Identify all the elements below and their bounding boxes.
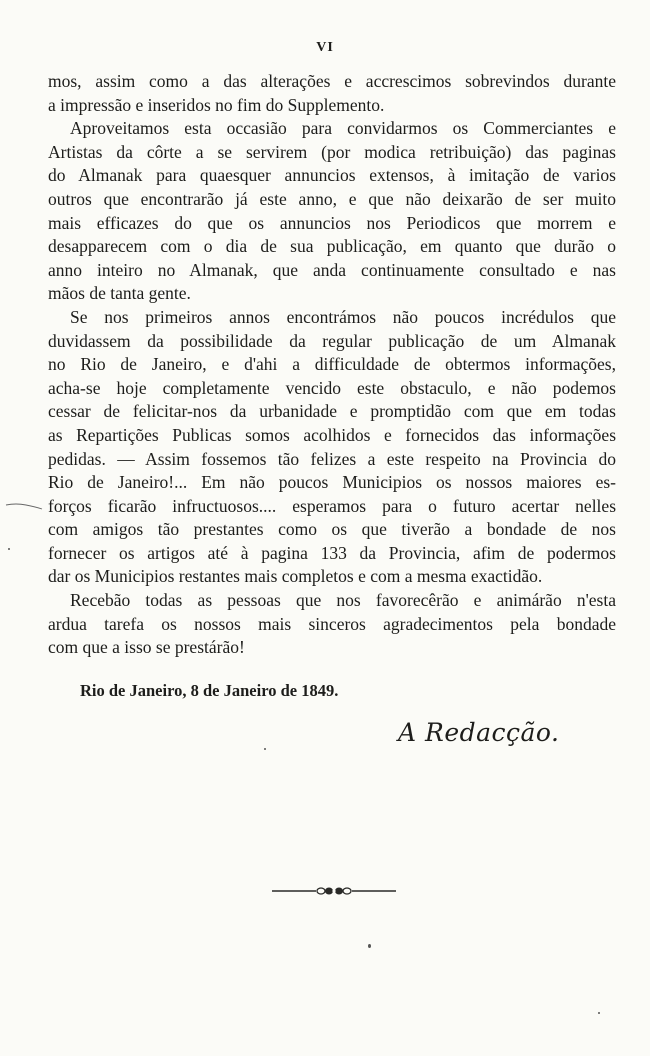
paper-speck [264,748,266,750]
ornament-divider [272,884,396,898]
margin-pencil-mark [4,497,44,513]
text-line: Aproveitamos esta occasião para convidarmos os Commerciantes e [70,118,616,139]
paper-speck [368,944,371,948]
text-line: pedidas. — Assim fossemos tão felizes a este respeito na Provincia do [48,448,616,469]
text-line: as Repartições Publicas somos acolhidos e fornecidos das informações [48,424,616,445]
text-line: mãos de tanta gente. [48,283,191,304]
text-line: Artistas da côrte a se servirem (por modica retribuição) das paginas [48,141,616,162]
page-number: VI [316,40,334,55]
paragraph-continuation [48,70,616,117]
text-line: desapparecem com o dia de sua publicação, em quanto que durão o [48,236,616,257]
text-line: outros que encontrarão já este anno, e que não deixarão de ser muito [48,188,616,209]
paper-speck [598,1012,600,1014]
text-line: anno inteiro no Almanak, que anda continuamente consultado e nas [48,259,616,280]
paragraph-advertising-invitation [48,117,616,306]
text-line: forços ficarão infructuosos.... esperamos para o futuro acertar nelles [48,495,616,516]
text-line: ardua tarefa os nossos mais sinceros agradecimentos pela bondade [48,613,616,634]
text-line: com amigos tão prestantes como os que tiverão a bondade de nos [48,519,616,540]
text-line: com que a isso se prestárão! [48,637,245,658]
text-line: mais efficazes do que os annuncios nos Periodicos que morrem e [48,212,616,233]
text-line: do Almanak para quaesquer annuncios extensos, à imitação de varios [48,165,616,186]
signature: A Redacção. [398,718,560,747]
text-line: Rio de Janeiro!... Em não poucos Municipios os nossos maiores es- [48,472,616,493]
text-line: cessar de felicitar-nos da urbanidade e promptidão com que em todas [48,401,616,422]
text-line: fornecer os artigos até à pagina 133 da Provincia, afim de podermos [48,542,616,563]
text-line: a impressão e inseridos no fim do Supplemento. [48,94,385,115]
paper-speck [8,548,10,550]
text-line: no Rio de Janeiro, e d'ahi a difficuldade de obtermos informações, [48,354,616,375]
paragraph-information-sources [48,306,616,589]
body-text [48,70,616,660]
paragraph-acknowledgements [48,589,616,660]
text-line: Se nos primeiros annos encontrámos não poucos incrédulos que [70,306,616,327]
text-line: mos, assim como a das alterações e accrescimos sobrevindos durante [48,71,616,91]
text-line: duvidassem da possibilidade da regular publicação de um Almanak [48,330,616,351]
dateline: Rio de Janeiro, 8 de Janeiro de 1849. [80,681,339,700]
text-line: Recebão todas as pessoas que nos favorecêrão e animárão n'esta [70,590,616,611]
text-line: acha-se hoje completamente vencido este obstaculo, e não podemos [48,377,616,398]
text-line: dar os Municipios restantes mais completos e com a mesma exactidão. [48,566,543,587]
